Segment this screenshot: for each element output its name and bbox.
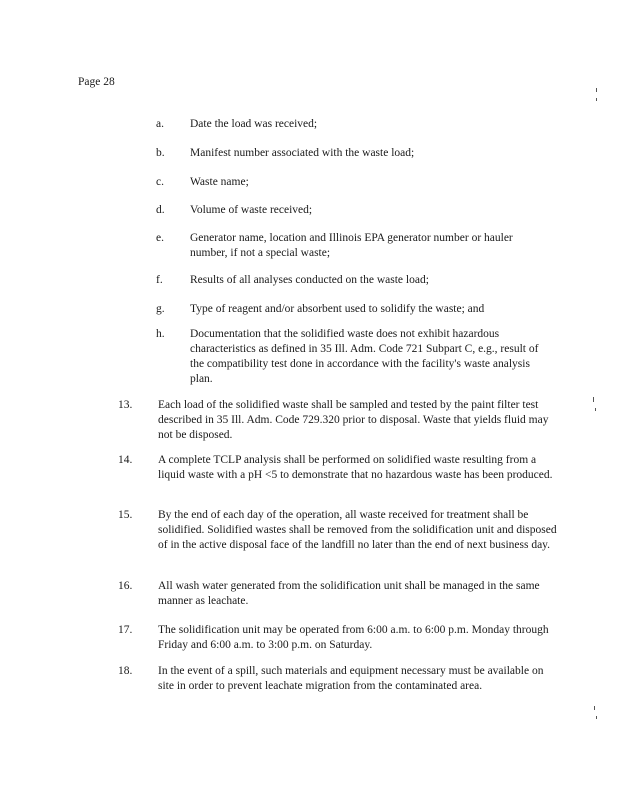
item-text: Waste name; xyxy=(190,176,249,188)
item-text: Generator name, location and Illinois EPA generator number or hauler number, if not a special waste; xyxy=(190,232,513,259)
item-text: Documentation that the solidified waste does not exhibit hazardous characteristics as defined in 35 Ill. Adm. Code 721 Subpart C, e.g., result of the compatibility test done in accordance with the facility's waste analysis plan. xyxy=(190,328,539,385)
scan-speck xyxy=(596,88,597,92)
item-letter: h. xyxy=(156,328,165,340)
item-letter: f. xyxy=(156,274,163,286)
item-letter: d. xyxy=(156,204,165,216)
item-letter: b. xyxy=(156,147,165,159)
condition-text: Each load of the solidified waste shall be sampled and tested by the paint filter test described in 35 Ill. Adm. Code 729.320 prior to disposal. Waste that yields fluid may not be disposed. xyxy=(158,399,549,441)
scan-speck xyxy=(594,706,595,710)
scan-speck xyxy=(596,716,597,719)
item-letter: e. xyxy=(156,232,164,244)
condition-text: A complete TCLP analysis shall be performed on solidified waste resulting from a liquid waste with a pH <5 to demonstrate that no hazardous waste has been produced. xyxy=(158,454,553,481)
condition-number: 17. xyxy=(118,624,133,636)
item-letter: g. xyxy=(156,303,165,315)
item-letter: a. xyxy=(156,118,164,130)
condition-text: All wash water generated from the solidification unit shall be managed in the same manner as leachate. xyxy=(158,580,540,607)
condition-number: 16. xyxy=(118,580,133,592)
page-number-label: Page 28 xyxy=(78,76,115,88)
scan-speck xyxy=(593,397,594,402)
item-text: Date the load was received; xyxy=(190,118,318,130)
condition-number: 14. xyxy=(118,454,133,466)
scan-speck xyxy=(595,408,596,411)
condition-number: 15. xyxy=(118,509,133,521)
item-text: Volume of waste received; xyxy=(190,204,313,216)
condition-text: In the event of a spill, such materials and equipment necessary must be available on site in order to prevent leachate migration from the contaminated area. xyxy=(158,665,544,692)
item-text: Type of reagent and/or absorbent used to solidify the waste; and xyxy=(190,303,485,315)
condition-number: 13. xyxy=(118,399,133,411)
scan-speck xyxy=(596,98,597,101)
item-letter: c. xyxy=(156,176,164,188)
item-text: Results of all analyses conducted on the waste load; xyxy=(190,274,429,286)
condition-text: By the end of each day of the operation, all waste received for treatment shall be solidified. Solidified wastes shall be removed from the solidification unit and disposed of in the active disposal face of the landfill no later than the end of next business day. xyxy=(158,509,557,551)
item-text: Manifest number associated with the waste load; xyxy=(190,147,415,159)
condition-number: 18. xyxy=(118,665,133,677)
condition-text: The solidification unit may be operated from 6:00 a.m. to 6:00 p.m. Monday through Friday and 6:00 a.m. to 3:00 p.m. on Saturday. xyxy=(158,624,549,651)
